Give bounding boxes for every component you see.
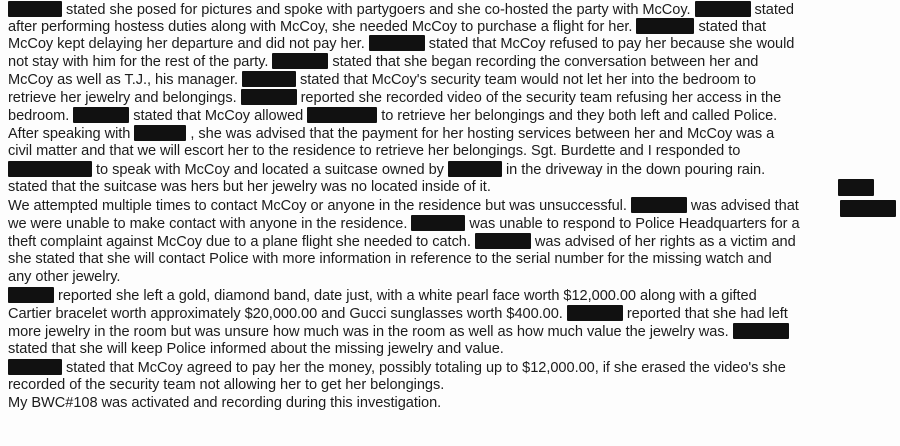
report-text: she stated that she will contact Police with more information in reference to the serial number for the missing watch and — [8, 251, 772, 267]
report-line — [8, 233, 796, 251]
redaction-block — [272, 53, 328, 69]
redaction-block — [73, 107, 129, 123]
redaction-block — [636, 18, 694, 34]
report-text: reported she left a gold, diamond band, date just, with a white pearl face worth $12,000.00 along with a gifted — [58, 288, 757, 304]
report-text: in the driveway in the down pouring rain. — [505, 162, 766, 178]
report-line — [8, 251, 772, 268]
report-text: McCoy as well as T.J., his manager. — [8, 72, 238, 88]
redaction-block — [242, 71, 296, 87]
report-text: any other jewelry. — [8, 269, 121, 285]
report-text: stated — [754, 2, 794, 18]
report-text: stated that the suitcase was hers but her jewelry was no located inside of it. — [8, 179, 491, 195]
redaction-block — [8, 359, 62, 375]
report-text: stated that — [698, 19, 767, 35]
report-text: after performing hostess duties along with McCoy, she needed McCoy to purchase a flight for her. — [8, 19, 633, 35]
report-text: was advised that — [690, 198, 799, 214]
redaction-block — [8, 287, 54, 303]
report-text: reported that she had left — [626, 306, 788, 322]
report-line — [8, 359, 786, 377]
report-text: to speak with McCoy and located a suitcase owned by — [96, 162, 444, 178]
report-line — [8, 125, 774, 143]
report-line — [8, 1, 794, 19]
report-text: bedroom. — [8, 108, 70, 124]
report-line — [8, 197, 799, 215]
report-text: retrieve her jewelry and belongings. — [8, 90, 237, 106]
report-text: was unable to respond to Police Headquarters for a — [469, 216, 800, 232]
redaction-block — [567, 305, 623, 321]
report-line — [8, 287, 757, 305]
report-line — [8, 395, 441, 412]
report-text: stated that McCoy refused to pay her because she would — [428, 36, 795, 52]
redaction-block — [448, 161, 502, 177]
report-line — [8, 143, 740, 160]
report-text: civil matter and that we will escort her to the residence to retrieve her belongings. Sgt. Burdette and I responded to — [8, 143, 741, 159]
redaction-block — [8, 1, 62, 17]
report-text: , she was advised that the payment for her hosting services between her and McCoy was a — [190, 126, 775, 142]
redaction-block — [241, 89, 297, 105]
redaction-block — [8, 161, 92, 177]
report-text: reported she recorded video of the security team refusing her access in the — [300, 90, 782, 106]
report-line — [8, 323, 789, 341]
report-line — [8, 305, 788, 323]
report-text: stated that she began recording the conversation between her and — [332, 54, 759, 70]
report-text: more jewelry in the room but was unsure how much was in the room as well as how much value the jewelry was. — [8, 324, 729, 340]
redaction-block — [307, 107, 377, 123]
redaction-block — [695, 1, 751, 17]
redaction-block — [840, 200, 896, 217]
report-line — [8, 161, 765, 179]
report-text: recorded of the security team not allowing her to get her belongings. — [8, 377, 445, 393]
report-text: to retrieve her belongings and they both left and called Police. — [381, 108, 778, 124]
report-text: stated she posed for pictures and spoke with partygoers and she co-hosted the party with McCoy. — [66, 2, 691, 18]
redaction-block — [411, 215, 465, 231]
redaction-block — [369, 35, 425, 51]
report-line — [8, 107, 777, 125]
report-text: Cartier bracelet worth approximately $20,000.00 and Gucci sunglasses worth $400.00. — [8, 306, 563, 322]
report-text: we were unable to make contact with anyone in the residence. — [8, 216, 408, 232]
report-text: My BWC#108 was activated and recording during this investigation. — [8, 395, 442, 411]
report-text: not stay with him for the rest of the party. — [8, 54, 269, 70]
report-text: stated that McCoy agreed to pay her the money, possibly totaling up to $12,000.00, if she erased the video's she — [66, 360, 786, 376]
redaction-block — [475, 233, 531, 249]
report-text: theft complaint against McCoy due to a plane flight she needed to catch. — [8, 234, 471, 250]
report-line — [8, 89, 781, 107]
report-line — [8, 269, 120, 286]
report-text: stated that McCoy allowed — [133, 108, 304, 124]
report-text: McCoy kept delaying her departure and did not pay her. — [8, 36, 365, 52]
report-text: was advised of her rights as a victim and — [534, 234, 796, 250]
report-line — [8, 341, 504, 358]
report-text: We attempted multiple times to contact McCoy or anyone in the residence but was unsuccessful. — [8, 198, 627, 214]
report-line — [8, 35, 794, 53]
redaction-block — [733, 323, 789, 339]
report-text: After speaking with — [8, 126, 131, 142]
report-line — [8, 377, 444, 394]
report-text: stated that she will keep Police informed about the missing jewelry and value. — [8, 341, 504, 357]
report-line — [8, 71, 756, 89]
report-line — [8, 53, 758, 71]
report-line — [8, 179, 491, 196]
report-line — [8, 18, 766, 36]
redaction-block — [838, 179, 874, 196]
redaction-block — [631, 197, 687, 213]
report-line — [8, 215, 800, 233]
redaction-block — [134, 125, 186, 141]
report-text: stated that McCoy's security team would not let her into the bedroom to — [299, 72, 756, 88]
